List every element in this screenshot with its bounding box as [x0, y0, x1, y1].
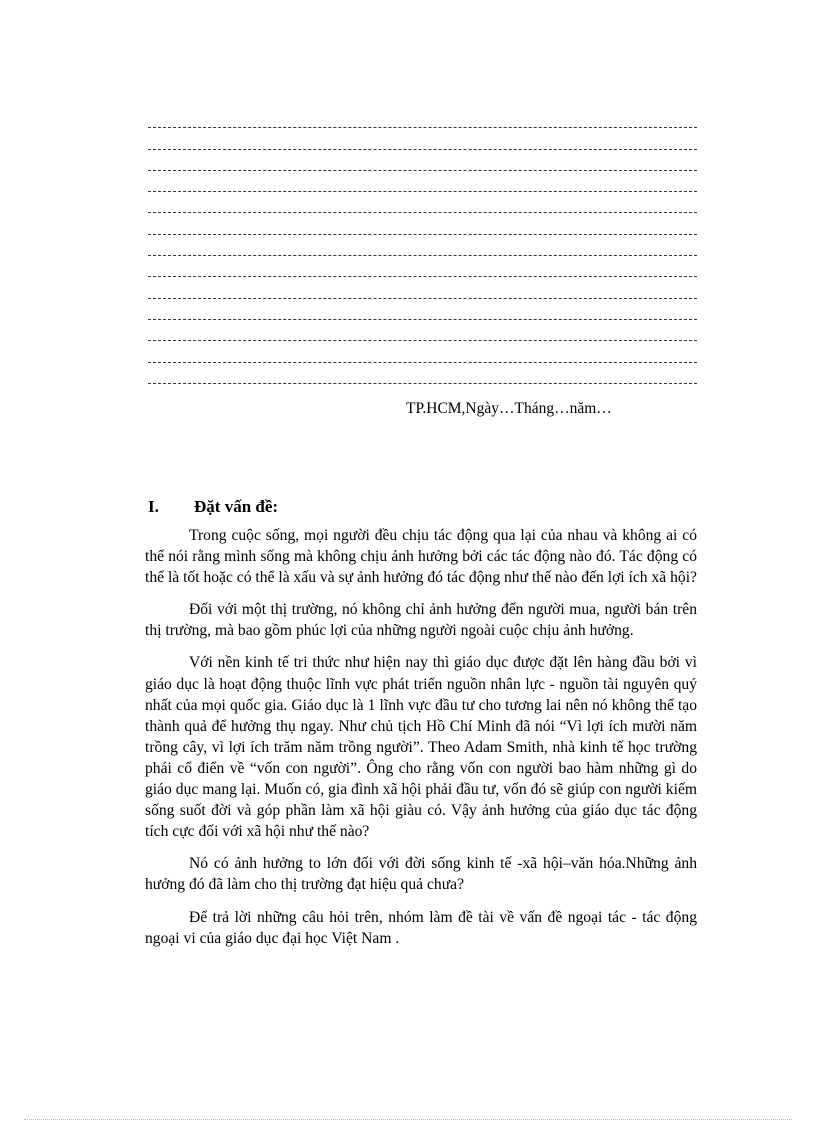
dashed-line	[148, 128, 697, 149]
answer-lines	[148, 107, 697, 384]
dashed-line	[148, 320, 697, 341]
dashed-line	[148, 107, 697, 128]
paragraph: Đối với một thị trường, nó không chỉ ảnh hưởng đến người mua, người bán trên thị trường, mà bao gồm phúc lợi của những người ngoài cuộc chịu ảnh hưởng.	[145, 601, 697, 640]
dashed-line	[148, 235, 697, 256]
section-heading	[148, 497, 278, 517]
dashed-line	[148, 341, 697, 362]
dashed-line	[148, 192, 697, 213]
dashed-line	[148, 150, 697, 171]
dashed-line	[148, 171, 697, 192]
dashed-line	[148, 277, 697, 298]
page-bottom-rule	[24, 1119, 792, 1120]
paragraph: Trong cuộc sống, mọi người đều chịu tác động qua lại của nhau và không ai có thể nói rằng mình sống mà không chịu ảnh hưởng bởi các tác động nào đó. Tác động có thể là tốt hoặc có thể là xấu và sự ảnh hưởng đó tác động như thế nào đến lợi ích xã hội?	[145, 527, 697, 587]
date-line: TP.HCM,Ngày…Tháng…năm…	[406, 400, 612, 417]
dashed-line	[148, 213, 697, 234]
paragraph: Với nền kinh tế tri thức như hiện nay thì giáo dục được đặt lên hàng đầu bởi vì giáo dục là hoạt động thuộc lĩnh vực phát triển nguồn nhân lực - nguồn tài nguyên quý nhất của mọi quốc gia. Giáo dục là 1 lĩnh vực đầu tư cho tương lai nên nó không thể tạo thành quả để hưởng thụ ngay. Như chủ tịch Hồ Chí Minh đã nói “Vì lợi ích mười năm trồng cây, vì lợi ích trăm năm trồng người”. Theo Adam Smith, nhà kinh tế học trường phái cổ điển về “vốn con người”. Ông cho rằng vốn con người bao hàm những gì do giáo dục mang lại. Muốn có, gia đình xã hội phải đầu tư, vốn đó sẽ giúp con người kiếm sống suốt đời và góp phần làm xã hội giàu có. Vậy ảnh hưởng của giáo dục tác động tích cực đối với xã hội như thế nào?	[145, 654, 697, 841]
dashed-line	[148, 299, 697, 320]
section-number: I.	[148, 497, 159, 516]
section-title: Đặt vấn đề:	[194, 497, 279, 516]
paragraph: Nó có ảnh hưởng to lớn đối với đời sống kinh tế -xã hội–văn hóa.Những ảnh hưởng đó đã làm cho thị trường đạt hiệu quả chưa?	[145, 855, 697, 894]
dashed-line	[148, 363, 697, 384]
paragraph: Để trả lời những câu hỏi trên, nhóm làm đề tài về vấn đề ngoại tác - tác động ngoại vi của giáo dục đại học Việt Nam .	[145, 908, 697, 947]
dashed-line	[148, 256, 697, 277]
body-text	[145, 525, 697, 960]
